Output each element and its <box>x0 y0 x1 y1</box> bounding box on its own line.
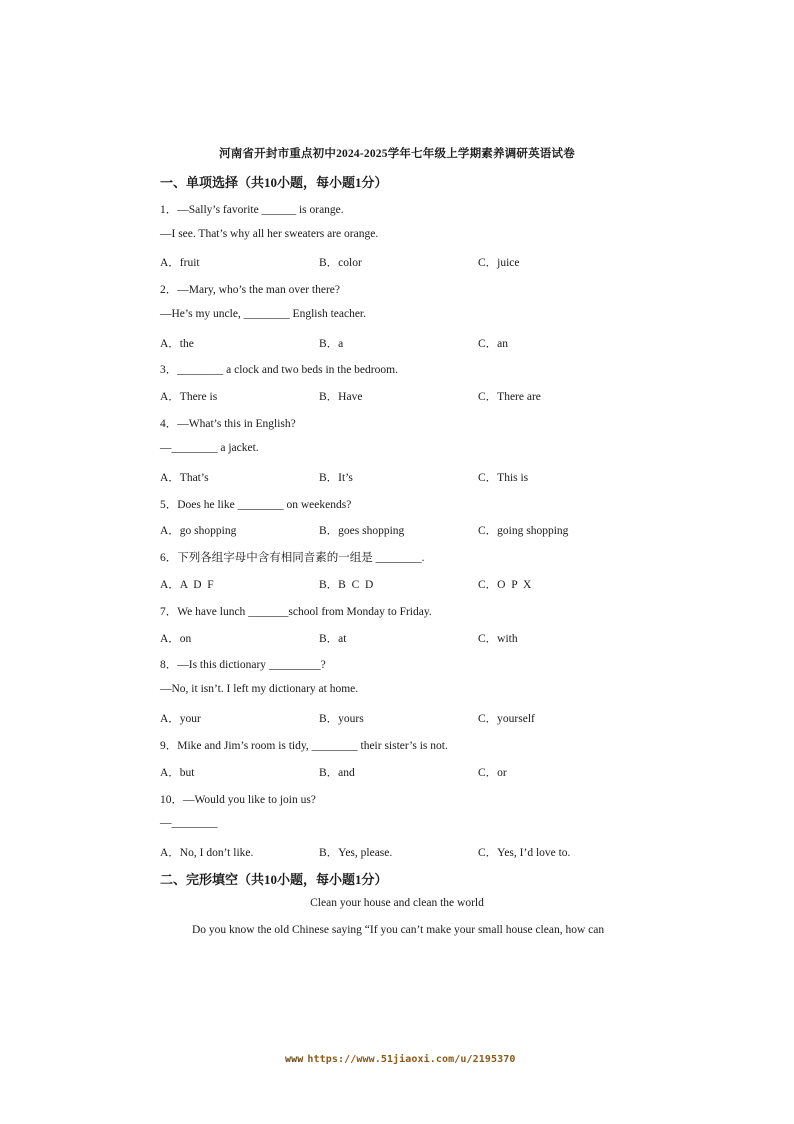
question-1-option-c: C．juice <box>478 257 520 269</box>
question-4-option-c: C．This is <box>478 472 529 484</box>
question-9-option-a: A．but <box>160 767 195 779</box>
question-2-option-c: C．an <box>478 338 509 350</box>
question-2-option-a: A．the <box>160 338 194 350</box>
question-4-stem: 4．—What’s this in English? <box>160 418 296 430</box>
question-4-option-a: A．That’s <box>160 472 209 484</box>
question-6-stem: 6．下列各组字母中含有相同音素的一组是 ________. <box>160 552 425 564</box>
question-5-option-c: C．going shopping <box>478 525 569 537</box>
question-5-option-a: A．go shopping <box>160 525 237 537</box>
question-1-option-a: A．fruit <box>160 257 200 269</box>
question-6-option-b: B．B C D <box>319 579 374 591</box>
question-9-stem: 9．Mike and Jim’s room is tidy, ________ their sister’s is not. <box>160 740 448 752</box>
question-7-option-b: B．at <box>319 633 347 645</box>
question-8-option-a: A．your <box>160 713 201 725</box>
question-1-stem: 1．—Sally’s favorite ______ is orange. <box>160 204 344 216</box>
question-5-stem: 5．Does he like ________ on weekends? <box>160 499 352 511</box>
question-4-response: —________ a jacket. <box>160 442 259 454</box>
question-7-stem: 7．We have lunch _______school from Monday to Friday. <box>160 606 432 618</box>
exam-title: 河南省开封市重点初中2024-2025学年七年级上学期素养调研英语试卷 <box>219 148 575 160</box>
question-7-option-c: C．with <box>478 633 518 645</box>
question-8-option-c: C．yourself <box>478 713 535 725</box>
question-1-response: —I see. That’s why all her sweaters are orange. <box>160 228 379 240</box>
question-3-stem: 3．________ a clock and two beds in the bedroom. <box>160 364 398 376</box>
passage-first-line: Do you know the old Chinese saying “If you can’t make your small house clean, how can <box>192 924 605 936</box>
section-cloze-heading: 二、完形填空（共10小题，每小题1分） <box>160 872 388 887</box>
question-2-option-b: B．a <box>319 338 344 350</box>
question-8-option-b: B．yours <box>319 713 364 725</box>
question-3-option-a: A．There is <box>160 391 218 403</box>
question-7-option-a: A．on <box>160 633 192 645</box>
question-9-option-c: C．or <box>478 767 507 779</box>
watermark-url: https://www.51jiaoxi.com/u/2195370 <box>307 1054 516 1065</box>
passage-title: Clean your house and clean the world <box>310 897 484 909</box>
question-5-option-b: B．goes shopping <box>319 525 405 537</box>
question-10-option-a: A．No, I don’t like. <box>160 847 254 859</box>
section-single-choice-heading: 一、单项选择（共10小题，每小题1分） <box>160 175 388 190</box>
question-6-option-c: C．O P X <box>478 579 532 591</box>
question-4-option-b: B．It’s <box>319 472 353 484</box>
question-8-response: —No, it isn’t. I left my dictionary at home. <box>160 683 359 695</box>
question-10-option-b: B．Yes, please. <box>319 847 393 859</box>
question-2-stem: 2．—Mary, who’s the man over there? <box>160 284 341 296</box>
question-6-option-a: A．A D F <box>160 579 214 591</box>
question-3-option-c: C．There are <box>478 391 541 403</box>
question-1-option-b: B．color <box>319 257 362 269</box>
question-3-option-b: B．Have <box>319 391 363 403</box>
watermark-prefix: www <box>285 1054 304 1065</box>
question-10-response: —________ <box>160 817 218 829</box>
source-watermark <box>285 1054 515 1065</box>
question-8-stem: 8．—Is this dictionary _________? <box>160 659 326 671</box>
question-10-stem: 10．—Would you like to join us? <box>160 794 316 806</box>
question-2-response: —He’s my uncle, ________ English teacher. <box>160 308 367 320</box>
question-9-option-b: B．and <box>319 767 355 779</box>
question-10-option-c: C．Yes, I’d love to. <box>478 847 571 859</box>
